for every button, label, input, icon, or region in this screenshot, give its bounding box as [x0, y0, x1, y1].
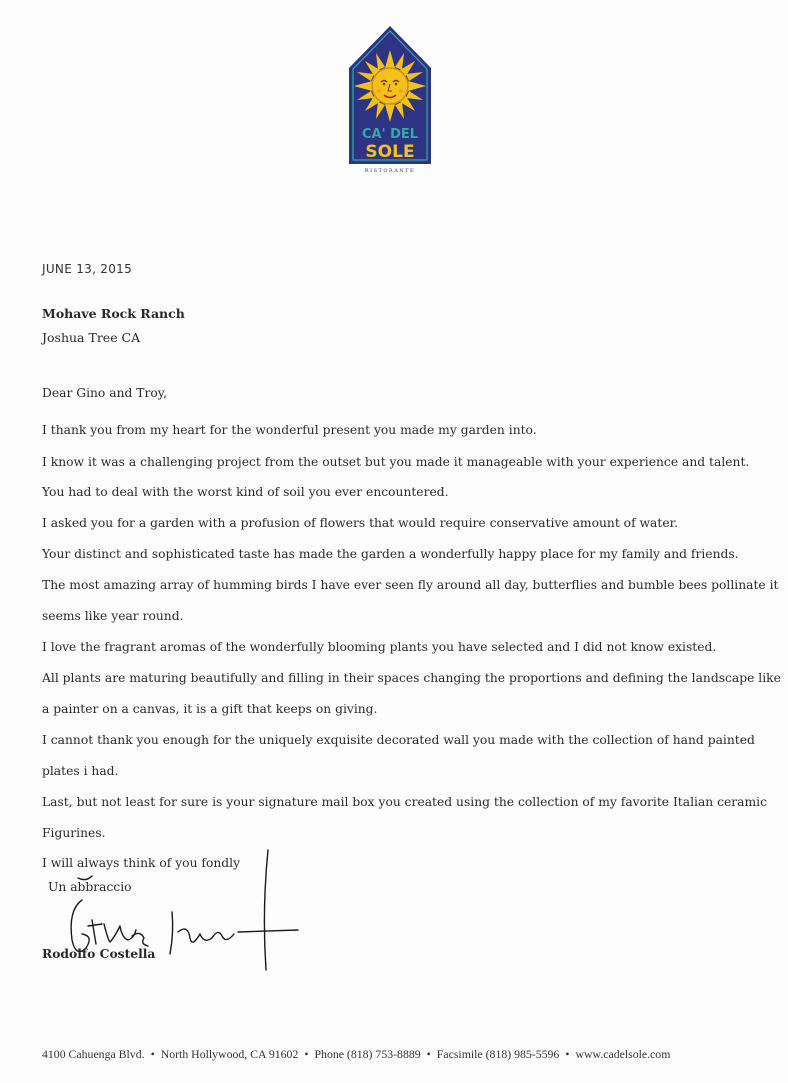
- body-line: Your distinct and sophisticated taste has made the garden a wonderfully happy place for my family and friends.: [42, 547, 739, 561]
- body-line: I asked you for a garden with a profusion of flowers that would require conservative amount of water.: [42, 516, 679, 530]
- sun-face-icon: [347, 24, 433, 174]
- letterhead-footer: [42, 1047, 670, 1062]
- footer-fax: Facsimile (818) 985-5596: [436, 1047, 560, 1061]
- letterhead-logo: [347, 24, 433, 174]
- salutation: Dear Gino and Troy,: [42, 386, 167, 400]
- brand-line-2: SOLE: [365, 142, 415, 162]
- footer-city: North Hollywood, CA 91602: [160, 1047, 299, 1061]
- body-line: Last, but not least for sure is your signature mail box you created using the collection of my favorite Italian ceramic: [42, 795, 767, 809]
- body-line: I thank you from my heart for the wonderful present you made my garden into.: [42, 423, 537, 437]
- brand-line-1: CA' DEL: [361, 127, 419, 142]
- body-line: You had to deal with the worst kind of soil you ever encountered.: [42, 485, 449, 499]
- body-line: I know it was a challenging project from the outset but you made it manageable with your experience and talent.: [42, 455, 750, 469]
- footer-separator: •: [150, 1047, 155, 1061]
- footer-separator: •: [426, 1047, 431, 1061]
- body-line: a painter on a canvas, it is a gift that keeps on giving.: [42, 702, 378, 716]
- body-line: I love the fragrant aromas of the wonderfully blooming plants you have selected and I did not know existed.: [42, 640, 717, 654]
- recipient-name: Mohave Rock Ranch: [42, 306, 185, 321]
- footer-phone: Phone (818) 753-8889: [314, 1047, 421, 1061]
- body-line: I cannot thank you enough for the uniquely exquisite decorated wall you made with the collection of hand painted: [42, 733, 755, 747]
- footer-separator: •: [304, 1047, 309, 1061]
- closing: Un abbraccio: [48, 880, 132, 894]
- brand-sub: RISTORANTE: [364, 168, 416, 174]
- signer-name: Rodolfo Costella: [42, 946, 156, 961]
- letter-date: JUNE 13, 2015: [42, 262, 133, 276]
- body-line: seems like year round.: [42, 609, 184, 623]
- footer-website-link[interactable]: www.cadelsole.com: [575, 1047, 671, 1061]
- body-line: Figurines.: [42, 826, 106, 840]
- body-line: The most amazing array of humming birds I have ever seen fly around all day, butterflies and bumble bees pollinate it: [42, 578, 779, 592]
- footer-separator: •: [565, 1047, 570, 1061]
- body-line: All plants are maturing beautifully and filling in their spaces changing the proportions and defining the landscape like: [42, 671, 781, 685]
- body-line: plates i had.: [42, 764, 119, 778]
- recipient-city: Joshua Tree CA: [42, 330, 141, 345]
- body-line: I will always think of you fondly: [42, 856, 241, 870]
- recipient-block: [42, 306, 185, 345]
- footer-address: 4100 Cahuenga Blvd.: [42, 1047, 145, 1061]
